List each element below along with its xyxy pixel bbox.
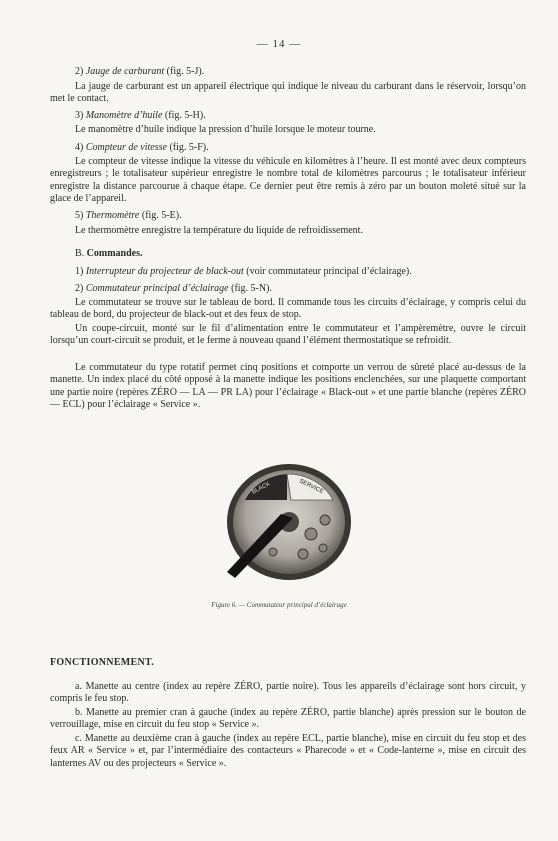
heading-manometre: 3) Manomètre d’huile (fig. 5-H). <box>75 110 206 121</box>
terminal-1 <box>305 528 317 540</box>
heading-compteur: 4) Compteur de vitesse (fig. 5-F). <box>75 142 209 153</box>
paragraph-compteur: Le compteur de vitesse indique la vitesse du véhicule en kilomètres à l’heure. Il est monté avec deux compteurs enregistreurs ; le totalisateur supérieur enregistre le nombre total de kilomètres parcourus ; le totalisateur inférieur enregistre la distance parcourue à chaque étape. Ce dernier peut être remis à zéro par un bouton moleté situé sur la glace de l’appareil. <box>50 156 526 205</box>
fonctionnement-title: FONCTIONNEMENT. <box>50 657 155 668</box>
section-b-item2: 2) Commutateur principal d’éclairage (fig. 5-N). <box>75 283 272 294</box>
paragraph-commutateur-3: Le commutateur du type rotatif permet cinq positions et comporte un verrou de sûreté placé au-dessus de la manette. Un index placé du côté opposé à la manette indique les positions enclenchées, sur une plaquette comportant une partie noire (repères ZÉRO — LA — PR LA) pour l’éclairage « Black-out » et une partie blanche (repères ZÉRO — ECL) pour l’éclairage « Service ». <box>50 362 526 411</box>
paragraph-c: c. Manette au deuxième cran à gauche (index au repère ECL, partie blanche), mise en circuit du feu stop et des feux AR « Service » et, par l’intermédiaire des contacteurs « Pharecode » et « Code-lanterne », mise en circuit des lanternes AV ou des projecteurs « Service ». <box>50 733 526 769</box>
paragraph-commutateur-1: Le commutateur se trouve sur le tableau de bord. Il commande tous les circuits d’éclairage, y compris celui du tableau de bord, du projecteur de black-out et des feux de stop. <box>50 297 526 321</box>
section-b-item1: 1) Interrupteur du projecteur de black-out (voir commutateur principal d’éclairage). <box>75 266 412 277</box>
paragraph-commutateur-2: Un coupe-circuit, monté sur le fil d’alimentation entre le commutateur et l’ampèremètre, ouvre le circuit lorsqu’un court-circuit se produit, et le ferme à nouveau quand l’élément thermostatique se refroidit. <box>50 323 526 347</box>
commutateur-figure <box>215 460 355 590</box>
paragraph-manometre: Le manomètre d’huile indique la pression d’huile lorsque le moteur tourne. <box>75 124 376 135</box>
paragraph-thermometre: Le thermomètre enregistre la température du liquide de refroidissement. <box>75 225 363 236</box>
terminal-2 <box>320 515 330 525</box>
black-label: BLACK <box>251 481 272 496</box>
paragraph-jauge: La jauge de carburant est un appareil électrique qui indique le niveau du carburant dans le réservoir, lorsqu’on met le contact. <box>50 81 526 105</box>
paragraph-b: b. Manette au premier cran à gauche (index au repère ZÉRO, partie blanche) après pression sur le bouton de verrouillage, mise en circuit du feu stop « Service ». <box>50 707 526 731</box>
terminal-4 <box>319 544 327 552</box>
heading-thermometre: 5) Thermomètre (fig. 5-E). <box>75 210 182 221</box>
paragraph-a: a. Manette au centre (index au repère ZÉRO, partie noire). Tous les appareils d’éclairage sont hors circuit, y compris le feu stop. <box>50 681 526 705</box>
terminal-3 <box>298 549 308 559</box>
service-label: SERVICE <box>298 478 325 496</box>
heading-jauge: 2) Jauge de carburant (fig. 5-J). <box>75 66 205 77</box>
page-number: — 14 — <box>256 38 302 50</box>
terminal-5 <box>269 548 277 556</box>
section-b-heading: B. Commandes. <box>75 248 143 259</box>
figure-caption: Figure 6. — Commutateur principal d’éclairage <box>211 601 347 609</box>
